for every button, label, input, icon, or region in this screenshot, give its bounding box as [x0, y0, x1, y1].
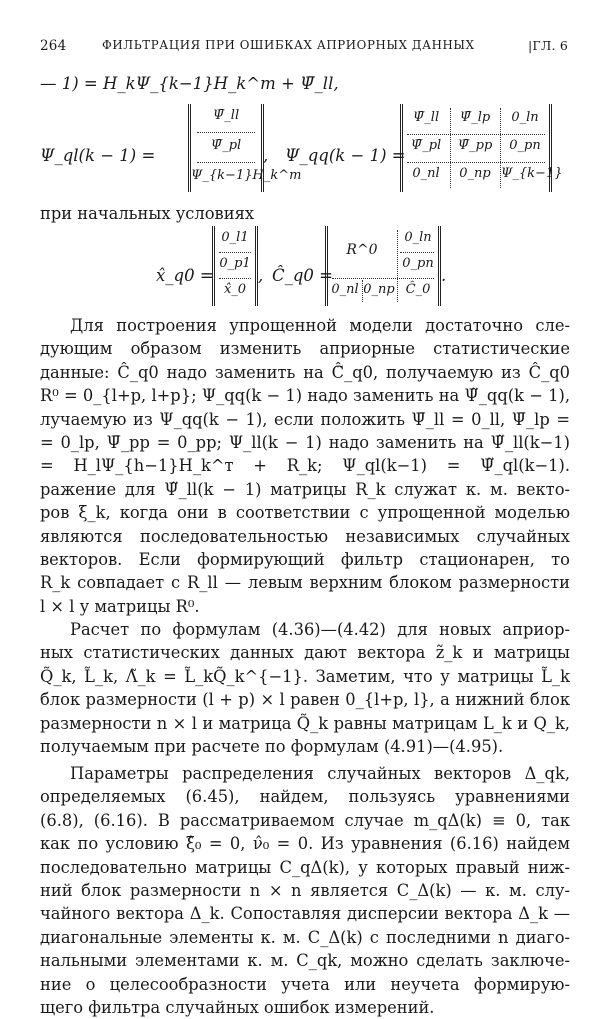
matrix-divider: [500, 108, 501, 188]
running-title: ФИЛЬТРАЦИЯ ПРИ ОШИБКАХ АПРИОРНЫХ ДАННЫХ: [102, 38, 475, 52]
text-line: Параметры распределения случайных векторов Δ_qk,: [70, 764, 570, 783]
text-line: блок размерности (l + p) × l равен 0_{l+p, l}, а нижний блок: [40, 690, 570, 710]
paragraph-distribution-parameters: [40, 762, 570, 1019]
comma: ,: [258, 266, 264, 285]
psi-ql-cell-3: Ψ_{k−1}H_k^т: [191, 168, 302, 183]
equation-1: — 1) = H_kΨ_{k−1}H_k^т + Ψ̄_ll,: [40, 74, 339, 93]
text-line: лучаемую из Ψ_qq(k − 1), если положить Ψ̄_ll = 0_ll, Ψ̄_lp =: [40, 409, 570, 429]
comma: ,: [263, 146, 269, 165]
matrix-divider: [197, 132, 255, 133]
cq0-lhs: Ĉ_q0 =: [272, 266, 334, 285]
text-line: определяемых (6.45), найдем, пользуясь уравнениями: [40, 787, 570, 807]
paragraph-simplified-model: [40, 314, 570, 618]
text-line: получаемым при расчете по формулам (4.91)—(4.95).: [40, 736, 504, 756]
text-line: как по условию ξ̂₀ = 0, ν̂₀ = 0. Из уравнения (6.16) найдем: [40, 834, 570, 854]
cq0-cell-0nl: 0_nl: [331, 282, 359, 297]
cq0-matrix: [325, 226, 441, 306]
period: .: [441, 266, 447, 285]
psi-ql-cell-1: Ψ̄_ll: [212, 108, 240, 123]
cq0-cell-0np: 0_np: [363, 282, 395, 297]
page-header: [40, 38, 568, 56]
cq0-cell-r0: R^0: [346, 242, 378, 258]
xq0-matrix: [212, 226, 258, 306]
psi-qq-cell-21: Ψ̄_pl: [410, 138, 442, 153]
text-line: щего фильтра случайных ошибок измерений.: [40, 997, 435, 1017]
text-line: Расчет по формулам (4.36)—(4.42) для новых априор-: [70, 620, 570, 639]
text-line: ние о целесообразности учета или неучета формирую-: [40, 974, 570, 994]
matrix-divider: [219, 252, 251, 253]
psi-qq-cell-23: 0_pn: [509, 138, 541, 153]
text-line: дующим образом изменить априорные статистические: [40, 339, 570, 359]
text-line: R_k совпадает с R_ll — левым верхним блоком размерности: [40, 573, 570, 593]
psi-qq-cell-31: 0_nl: [412, 166, 440, 181]
xq0-cell-3: x̂_0: [223, 282, 247, 297]
chapter-label: |ГЛ. 6: [527, 38, 568, 53]
cq0-cell-0pn: 0_pn: [402, 256, 434, 271]
matrix-divider: [397, 230, 398, 302]
cq0-cell-0ln: 0_ln: [404, 230, 432, 245]
psi-ql-cell-2: Ψ̄_pl: [210, 138, 242, 153]
xq0-lhs: x̂_q0 =: [156, 266, 214, 285]
text-line: = 0_lp, Ψ̄_pp = 0_pp; Ψ_ll(k − 1) надо заменить на Ψ̃_ll(k−1): [40, 432, 570, 452]
xq0-cell-1: 0_l1: [221, 230, 249, 245]
psi-qq-cell-13: 0_ln: [511, 110, 539, 125]
psi-ql-matrix: [188, 104, 302, 192]
matrix-divider: [450, 108, 451, 188]
text-line: = H_lΨ_{h−1}H_k^т + R_k; Ψ_ql(k−1) = Ψ̃_ql(k−1).: [40, 456, 570, 476]
matrix-divider: [219, 278, 251, 279]
matrix-divider: [407, 134, 545, 135]
text-line: ражение для Ψ̃_ll(k − 1) матрицы R_k служат к. м. векто-: [40, 479, 570, 499]
text-line: являются последовательностью независимых случайных: [40, 526, 570, 546]
text-line: l × l у матрицы R⁰.: [40, 596, 200, 616]
matrix-divider: [362, 280, 363, 302]
text-line: ров ξ_k, когда они в соответствии с упрощенной моделью: [40, 503, 570, 523]
page-number: 264: [40, 38, 67, 54]
text-line: последовательно матрицы C_qΔ(k), у которых правый ниж-: [40, 857, 570, 877]
psi-qq-cell-22: Ψ̄_pp: [457, 138, 493, 153]
psi-qq-lhs: Ψ_qq(k − 1) =: [285, 146, 406, 165]
psi-ql-lhs: Ψ_ql(k − 1) =: [40, 146, 156, 165]
xq0-cell-2: 0_p1: [219, 256, 251, 271]
matrix-divider: [332, 278, 434, 279]
matrix-divider: [407, 162, 545, 163]
paragraph-calculation: [40, 618, 570, 758]
text-line: размерности n × l и матрица Q̃_k равны матрицам L_k и Q_k,: [40, 713, 570, 733]
text-line: чайного вектора Δ_k. Сопоставляя дисперсии вектора Δ_k —: [40, 904, 570, 924]
text-line: ний блок размерности n × n является C_Δ(k) — к. м. слу-: [40, 880, 570, 900]
cq0-cell-c0: Ĉ_0: [405, 282, 431, 297]
text-line: (6.8), (6.16). В рассматриваемом случае m_qΔ(k) ≡ 0, так: [40, 810, 570, 830]
psi-qq-matrix: [400, 104, 563, 192]
psi-qq-cell-12: Ψ̄_lp: [459, 110, 491, 125]
text-line: ных статистических данных дают вектора z̃_k и матрицы: [40, 643, 570, 663]
text-line: нальными элементами к. м. C_qk, можно сделать заключе-: [40, 951, 570, 971]
matrix-divider: [197, 162, 255, 163]
psi-qq-cell-11: Ψ̄_ll: [412, 110, 440, 125]
text-line: данные: Ĉ_q0 надо заменить на Ĉ̃_q0, получаемую из Ĉ_q0: [40, 362, 570, 382]
text-line: диагональные элементы к. м. C_Δ(k) с последними n диаго-: [40, 927, 570, 947]
psi-qq-cell-32: 0_np: [459, 166, 491, 181]
text-line: R⁰ = 0_{l+p, l+p}; Ψ_qq(k − 1) надо заменить на Ψ̃_qq(k − 1),: [40, 386, 570, 406]
psi-qq-cell-33: Ψ_{k−1}: [501, 166, 563, 181]
text-line: Q̃_k, L̃_k, Λ̃_k = L̃_kQ̃_k^{−1}. Заметим, что у матрицы L̃_k: [40, 666, 570, 686]
text-line: Для построения упрощенной модели достаточно сле-: [70, 316, 570, 335]
initial-conditions-label: при начальных условиях: [40, 204, 255, 223]
matrix-divider: [400, 252, 434, 253]
text-line: векторов. Если формирующий фильтр стационарен, то: [40, 549, 570, 569]
